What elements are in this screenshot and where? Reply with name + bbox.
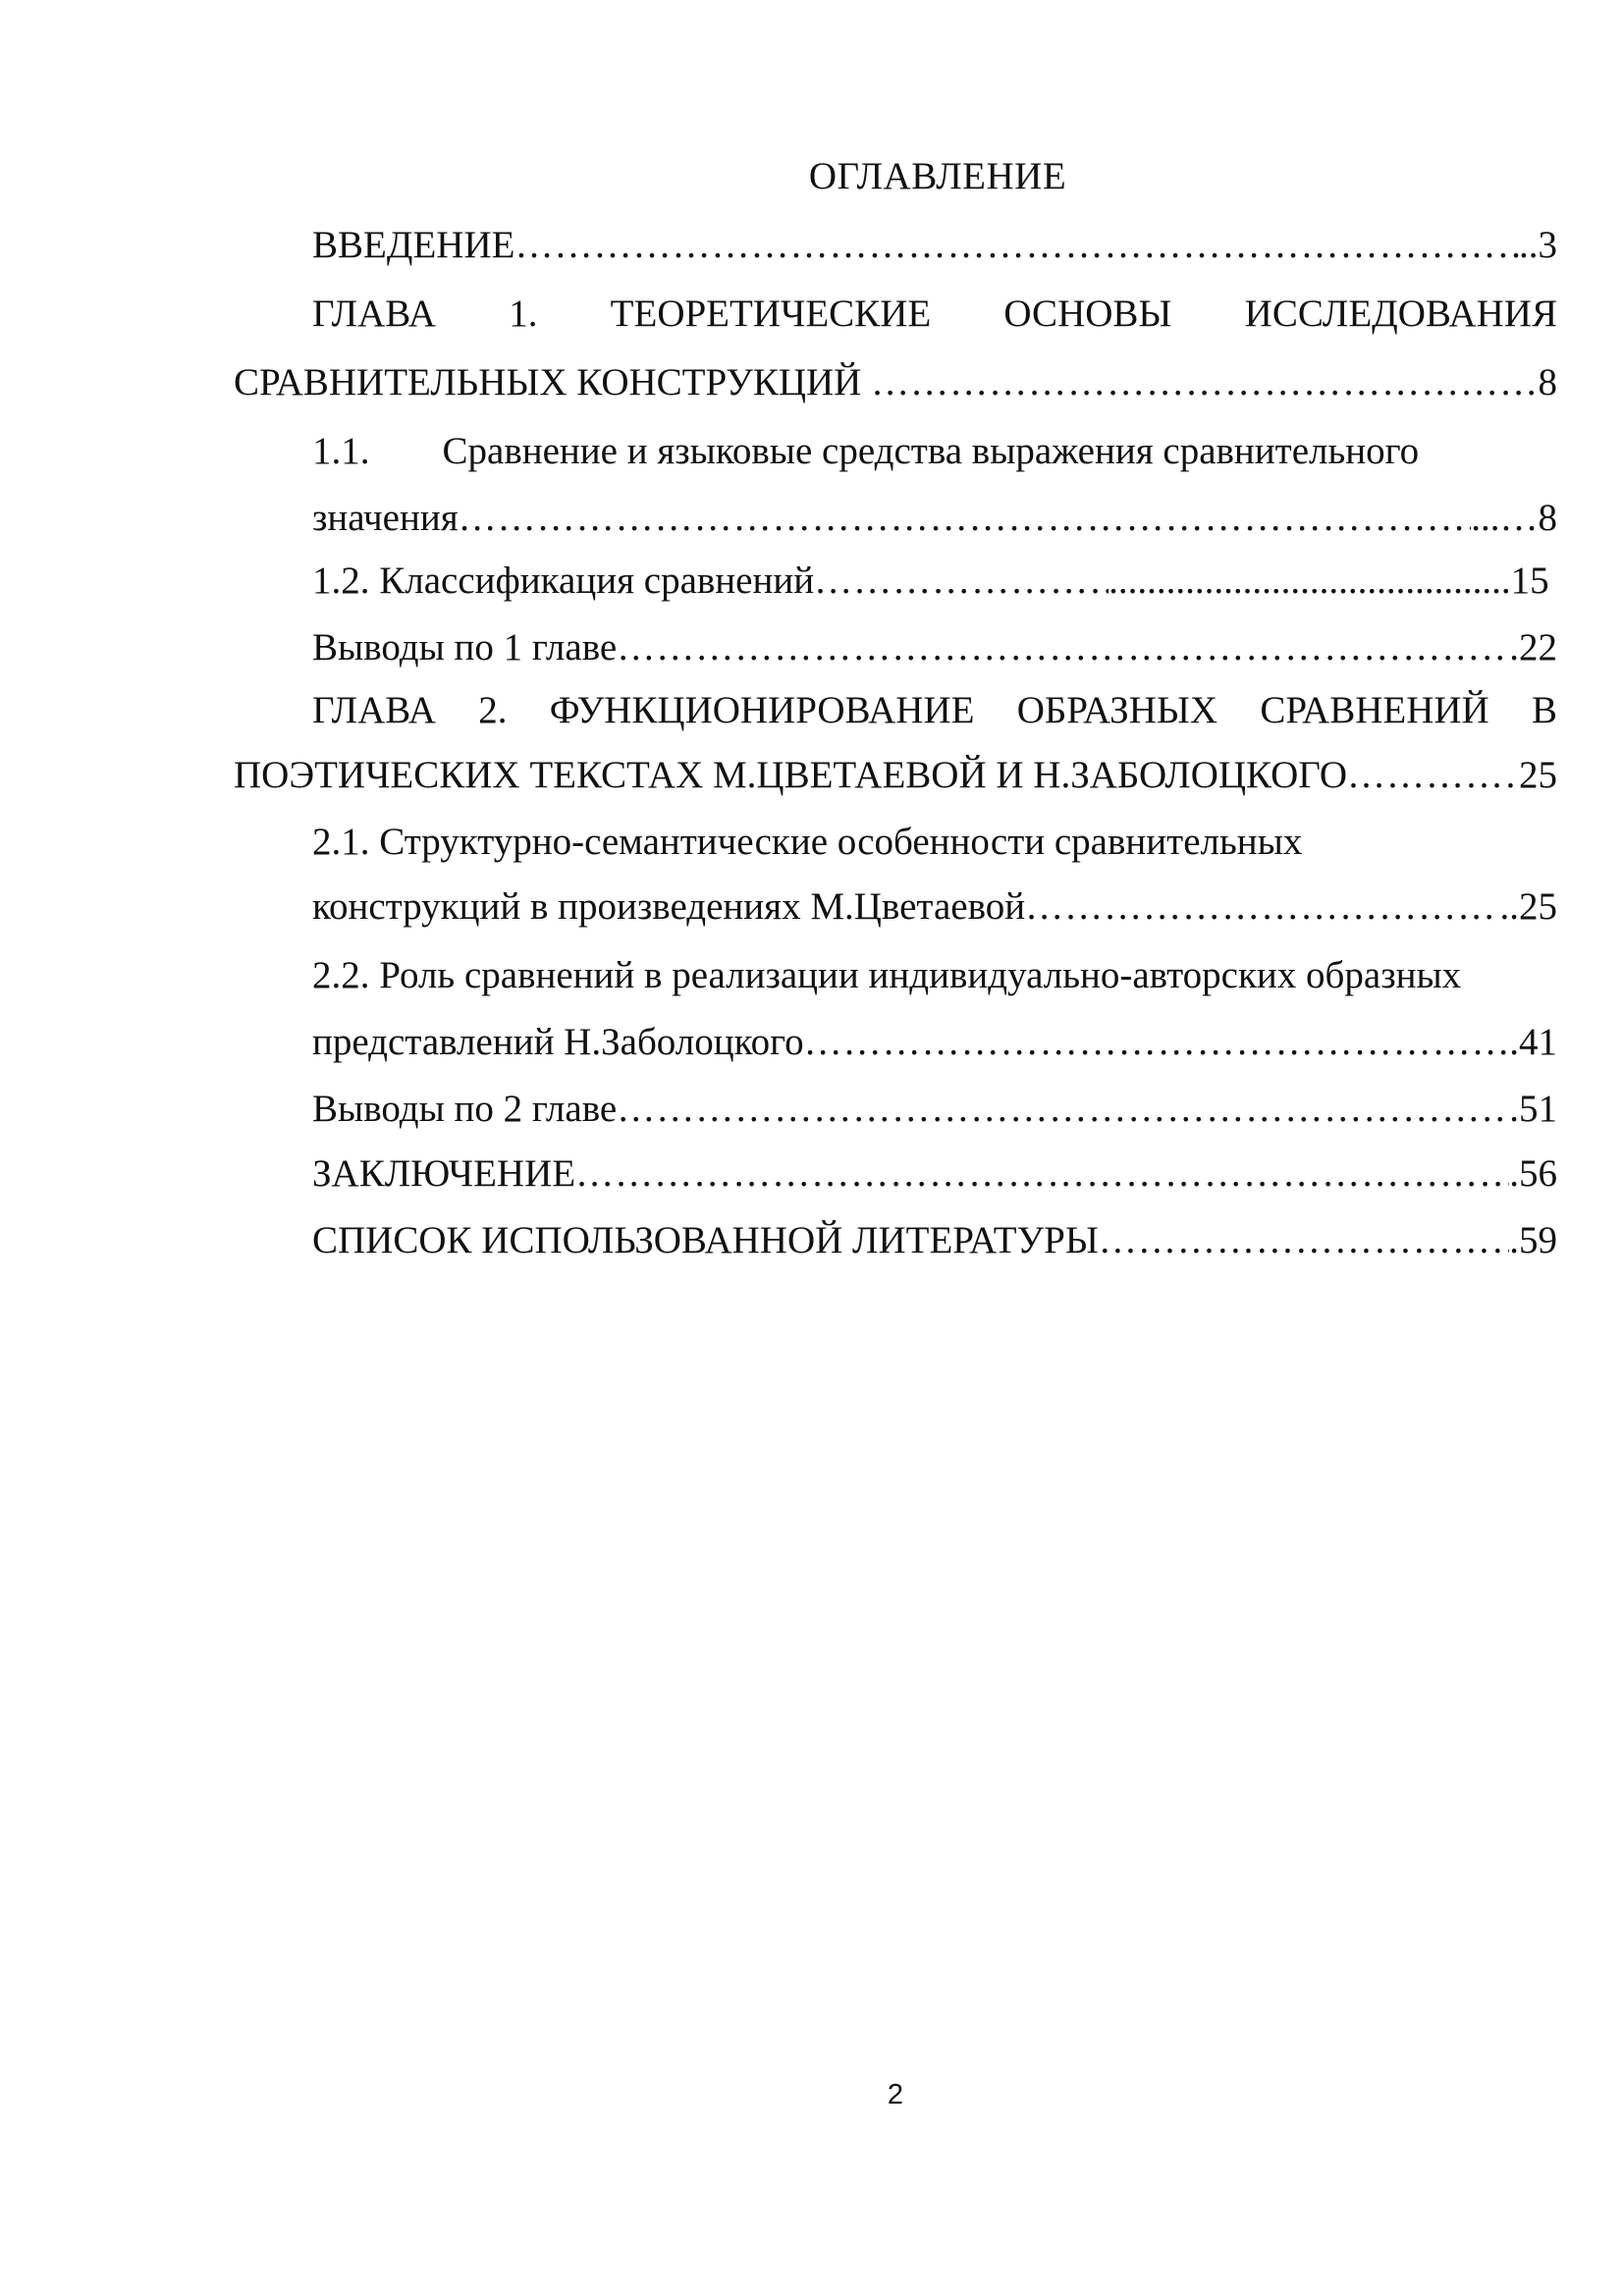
toc-entry-section-2-2[interactable] xyxy=(312,948,1461,1003)
dot-leader xyxy=(804,1015,1510,1070)
toc-entry-page: .56 xyxy=(1509,1152,1557,1195)
dot-leader xyxy=(617,620,1509,675)
section-number: 1.1. xyxy=(312,430,370,472)
toc-entry-text: 1.2. Классификация сравнений xyxy=(312,560,815,602)
toc-entry-page: ..3 xyxy=(1519,224,1557,266)
dot-leader xyxy=(459,491,1472,546)
dot-leader xyxy=(1025,880,1499,934)
toc-entry-text: представлений Н.Заболоцкого xyxy=(312,1021,804,1063)
toc-entry-section-1-1[interactable] xyxy=(312,424,1419,479)
toc-entry-text: значения xyxy=(312,497,459,539)
toc-entry-page: 25 xyxy=(1519,754,1557,796)
toc-entry-page: 8 xyxy=(1538,361,1557,403)
dot-leader xyxy=(514,218,1519,273)
toc-entry-text: СПИСОК ИСПОЛЬЗОВАННОЙ ЛИТЕРАТУРЫ xyxy=(312,1219,1099,1261)
toc-entry-conclusions-1[interactable] xyxy=(312,620,1557,675)
toc-entry-page: ..25 xyxy=(1499,885,1557,928)
toc-entry-text: Сравнение и языковые средства выражения сравнительного xyxy=(442,430,1420,472)
toc-entry-chapter2-cont[interactable] xyxy=(234,748,1557,803)
dot-leader xyxy=(617,1082,1509,1137)
toc-entry-page: .22 xyxy=(1509,626,1557,668)
dot-leader xyxy=(1347,748,1519,803)
toc-entry-text: ГЛАВА 1. ТЕОРЕТИЧЕСКИЕ ОСНОВЫ ИССЛЕДОВАНИЯ xyxy=(312,293,1557,335)
toc-entry-text: ВВЕДЕНИЕ xyxy=(312,224,515,266)
toc-entry-page: .51 xyxy=(1509,1088,1557,1130)
toc-entry-page: ...…8 xyxy=(1471,497,1557,539)
toc-entry-section-2-1-cont[interactable] xyxy=(312,880,1557,934)
dot-leader xyxy=(814,554,1109,609)
toc-entry-text: ПОЭТИЧЕСКИХ ТЕКСТАХ М.ЦВЕТАЕВОЙ И Н.ЗАБОЛОЦКОГО xyxy=(234,754,1347,796)
toc-entry-text: ЗАКЛЮЧЕНИЕ xyxy=(312,1152,576,1195)
toc-entry-page: .41 xyxy=(1509,1021,1557,1063)
dot-leader xyxy=(871,355,1538,410)
dot-leader xyxy=(575,1147,1509,1201)
toc-entry-page: .59 xyxy=(1509,1219,1557,1261)
toc-entry-text: Выводы по 2 главе xyxy=(312,1088,618,1130)
page-number: 2 xyxy=(887,2079,904,2110)
toc-entry-section-2-2-cont[interactable] xyxy=(312,1015,1557,1070)
toc-entry-text: СРАВНИТЕЛЬНЫХ КОНСТРУКЦИЙ xyxy=(234,361,872,403)
toc-entry-text: 2.1. Структурно-семантические особенности сравнительных xyxy=(312,821,1303,863)
toc-entry-chapter1[interactable] xyxy=(312,287,1557,342)
toc-entry-section-2-1[interactable] xyxy=(312,815,1302,870)
toc-entry-chapter1-cont[interactable] xyxy=(234,355,1557,410)
toc-entry-conclusions-2[interactable] xyxy=(312,1082,1557,1137)
toc-entry-references[interactable] xyxy=(312,1213,1557,1268)
toc-entry-text: Выводы по 1 главе xyxy=(312,626,618,668)
toc-title: ОГЛАВЛЕНИЕ xyxy=(808,155,1067,197)
toc-entry-section-1-2[interactable] xyxy=(312,554,1557,609)
toc-entry-intro[interactable] xyxy=(312,218,1557,273)
toc-entry-chapter2[interactable] xyxy=(312,683,1557,738)
toc-entry-text: 2.2. Роль сравнений в реализации индивидуально-авторских образных xyxy=(312,954,1462,996)
toc-entry-text: ГЛАВА 2. ФУНКЦИОНИРОВАНИЕ ОБРАЗНЫХ СРАВНЕНИЙ В xyxy=(312,689,1557,731)
toc-entry-section-1-1-cont[interactable] xyxy=(312,491,1557,546)
toc-entry-page: ..........................................15 xyxy=(1109,560,1549,602)
dot-leader xyxy=(1099,1213,1509,1268)
toc-entry-text: конструкций в произведениях М.Цветаевой xyxy=(312,885,1026,928)
toc-entry-conclusion[interactable] xyxy=(312,1147,1557,1201)
